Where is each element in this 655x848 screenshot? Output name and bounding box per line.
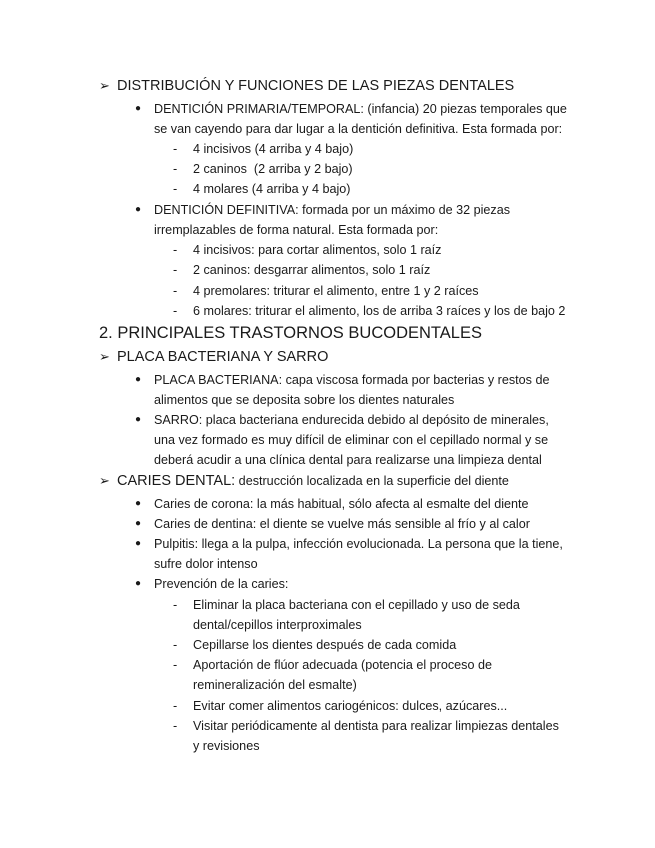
dash-bullet-icon: - xyxy=(173,638,178,652)
item-text: PLACA BACTERIANA: capa viscosa formada por bacterias y restos de xyxy=(154,373,550,387)
item-text: Caries de corona: la más habitual, sólo afecta al esmalte del diente xyxy=(154,497,529,511)
bullet-dot-icon: ● xyxy=(135,578,142,589)
bullet-dot-icon: ● xyxy=(135,103,142,114)
dash-bullet-icon: - xyxy=(173,162,178,176)
sub-item-text: Eliminar la placa bacteriana con el cepillado y uso de seda xyxy=(193,598,520,612)
bullet-dot-icon: ● xyxy=(135,518,142,529)
item-text: Caries de dentina: el diente se vuelve más sensible al frío y al calor xyxy=(154,517,530,531)
heading-text: PLACA BACTERIANA Y SARRO xyxy=(117,349,329,365)
sub-item-text: 4 premolares: triturar el alimento, entre 1 y 2 raíces xyxy=(193,284,479,298)
item-text: DENTICIÓN DEFINITIVA: formada por un máximo de 32 piezas xyxy=(154,203,511,217)
item-text: DENTICIÓN PRIMARIA/TEMPORAL: (infancia) 20 piezas temporales que xyxy=(154,102,567,116)
sub-item-text: Cepillarse los dientes después de cada comida xyxy=(193,638,457,652)
arrow-bullet-icon: ➢ xyxy=(99,349,110,364)
sub-item-text: 4 molares (4 arriba y 4 bajo) xyxy=(193,182,351,196)
list-item-continuation: sufre dolor intenso xyxy=(154,557,258,571)
item-text: Pulpitis: llega a la pulpa, infección evolucionada. La persona que la tiene, xyxy=(154,537,563,551)
dash-bullet-icon: - xyxy=(173,182,178,196)
arrow-bullet-icon: ➢ xyxy=(99,473,110,488)
dash-bullet-icon: - xyxy=(173,263,178,277)
sub-item-text: Aportación de flúor adecuada (potencia el proceso de xyxy=(193,658,492,672)
heading-text: CARIES DENTAL: xyxy=(117,473,236,489)
list-item-continuation: irremplazables de forma natural. Esta formada por: xyxy=(154,223,439,237)
bullet-dot-icon: ● xyxy=(135,538,142,549)
sub-item-text: 2 caninos: desgarrar alimentos, solo 1 raíz xyxy=(193,263,431,277)
dash-bullet-icon: - xyxy=(173,304,178,318)
sub-item-text: 6 molares: triturar el alimento, los de arriba 3 raíces y los de bajo 2 xyxy=(193,304,566,318)
section-title-trastornos: 2. PRINCIPALES TRASTORNOS BUCODENTALES xyxy=(99,324,482,342)
dash-bullet-icon: - xyxy=(173,598,178,612)
item-text: Prevención de la caries: xyxy=(154,577,289,591)
bullet-dot-icon: ● xyxy=(135,204,142,215)
heading-line xyxy=(117,471,509,491)
bullet-dot-icon: ● xyxy=(135,498,142,509)
sub-item-continuation: remineralización del esmalte) xyxy=(193,678,357,692)
list-item-continuation: se van cayendo para dar lugar a la dentición definitiva. Esta formada por: xyxy=(154,122,563,136)
item-text: SARRO: placa bacteriana endurecida debido al depósito de minerales, xyxy=(154,413,549,427)
list-item-continuation: deberá acudir a una clínica dental para realizarse una limpieza dental xyxy=(154,453,542,467)
sub-item-continuation: dental/cepillos interproximales xyxy=(193,618,362,632)
list-item-continuation: alimentos que se deposita sobre los dientes naturales xyxy=(154,393,455,407)
sub-item-continuation: y revisiones xyxy=(193,739,260,753)
heading-text: DISTRIBUCIÓN Y FUNCIONES DE LAS PIEZAS DENTALES xyxy=(117,78,515,94)
bullet-dot-icon: ● xyxy=(135,414,142,425)
sub-item-text: 4 incisivos: para cortar alimentos, solo 1 raíz xyxy=(193,243,442,257)
dash-bullet-icon: - xyxy=(173,284,178,298)
sub-item-text: 4 incisivos (4 arriba y 4 bajo) xyxy=(193,142,354,156)
arrow-bullet-icon: ➢ xyxy=(99,78,110,93)
dash-bullet-icon: - xyxy=(173,142,178,156)
list-item-continuation: una vez formado es muy difícil de eliminar con el cepillado normal y se xyxy=(154,433,549,447)
dash-bullet-icon: - xyxy=(173,719,178,733)
dash-bullet-icon: - xyxy=(173,699,178,713)
sub-item-text: Visitar periódicamente al dentista para realizar limpiezas dentales xyxy=(193,719,559,733)
dash-bullet-icon: - xyxy=(173,243,178,257)
dash-bullet-icon: - xyxy=(173,658,178,672)
sub-item-text: 2 caninos (2 arriba y 2 bajo) xyxy=(193,162,353,176)
bullet-dot-icon: ● xyxy=(135,374,142,385)
heading-description: destrucción localizada en la superficie del diente xyxy=(235,474,509,488)
sub-item-text: Evitar comer alimentos cariogénicos: dulces, azúcares... xyxy=(193,699,508,713)
